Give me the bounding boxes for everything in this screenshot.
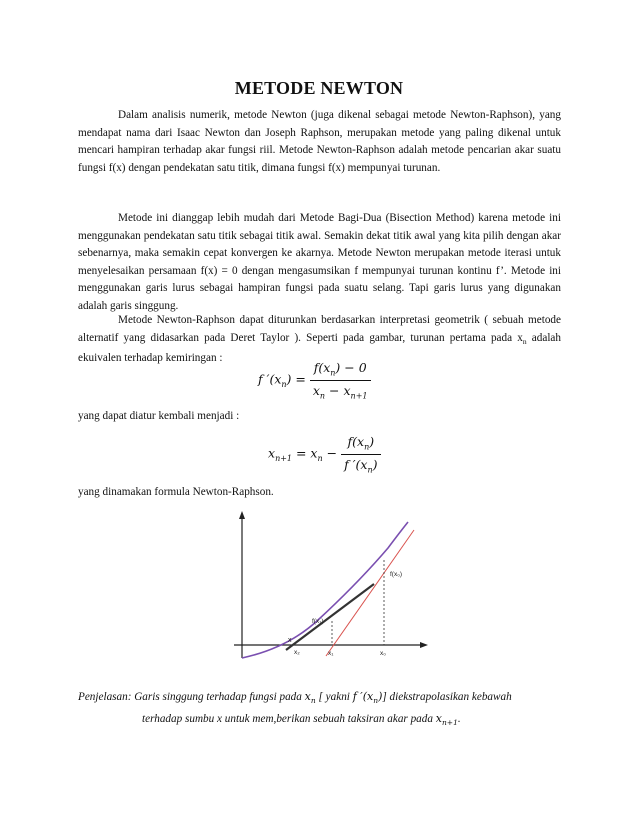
newton-method-figure [228, 508, 428, 668]
label-f-x0: f(x₀) [390, 571, 403, 578]
paragraph-3: Metode Newton-Raphson dapat diturunkan berdasarkan interpretasi geometrik ( sebuah metode alternatif yang didasarkan pada Deret Taylor ). Seperti pada gambar, turunan pertama pada $x_n$ adalah ekuivalen terhadap kemiringan : [78, 314, 561, 365]
fraction: $\frac{f(x_n)}{f '(x_n)}$ [341, 434, 380, 474]
label-x1: x₁ [328, 650, 334, 657]
page-title: METODE NEWTON [234, 78, 404, 98]
tangent-line-x0 [326, 530, 414, 656]
paragraph-1: Dalam analisis numerik, metode Newton (juga dikenal sebagai metode Newton-Raphson), yang mendapat nama dari Isaac Newton dan Joseph Raphson, merupakan metode yang paling dikenal untuk mencari hampiran terhadap akar fungsi riil. Metode Newton-Raphson adalah metode pencarian akar suatu fungsi f(x) dengan pendekatan satu titik, dimana fungsi f(x) mempunyai turunan. [78, 109, 561, 174]
x-axis-arrow [420, 642, 428, 648]
label-x: x [288, 637, 292, 644]
figure-caption: Penjelasan: Garis singgung terhadap fungsi pada $x_n$ [ yakni f $'(x_n)$] diekstrapolasikan kebawah terhadap sumbu x untuk mem,berikan sebuah taksiran akar pada $x_{n+1}$. [78, 690, 512, 728]
function-curve [242, 522, 408, 658]
equation-newton-raphson: $x_{n+1} = x_n$ − $\frac{f(x_n)}{f '(x_n)}$ [268, 434, 381, 474]
label-x0: x₀ [380, 650, 386, 657]
fraction: $\frac{f(x_n) - 0}{x_n - x_{n+1}}$ [310, 360, 371, 400]
text-formula-name: yang dinamakan formula Newton-Raphson. [78, 486, 274, 498]
text-rearranged: yang dapat diatur kembali menjadi : [78, 410, 240, 422]
label-f-x1: f(x₁) [312, 618, 324, 625]
y-axis-arrow [239, 511, 245, 519]
label-x2: x₂ [294, 649, 300, 656]
equation-derivative: f $'(x_n)$ = $\frac{f(x_n) - 0}{x_n - x_{n+1}}$ [258, 360, 371, 400]
tangent-line-x1 [286, 584, 374, 650]
paragraph-2: Metode ini dianggap lebih mudah dari Metode Bagi-Dua (Bisection Method) karena metode ini menggunakan pendekatan satu titik sebagai titik awal. Semakin dekat titik awal yang kita pilih dengan akar sebenarnya, maka semakin cepat konvergen ke akarnya. Metode Newton merupakan metode iterasi untuk menyelesaikan persamaan f(x) = 0 dengan mengasumsikan f mempunyai turunan kontinu f’. Metode ini menggunakan garis lurus sebagai hampiran fungsi pada suatu selang. Tapi garis lurus yang digunakan adalah garis singgung. [78, 212, 561, 312]
